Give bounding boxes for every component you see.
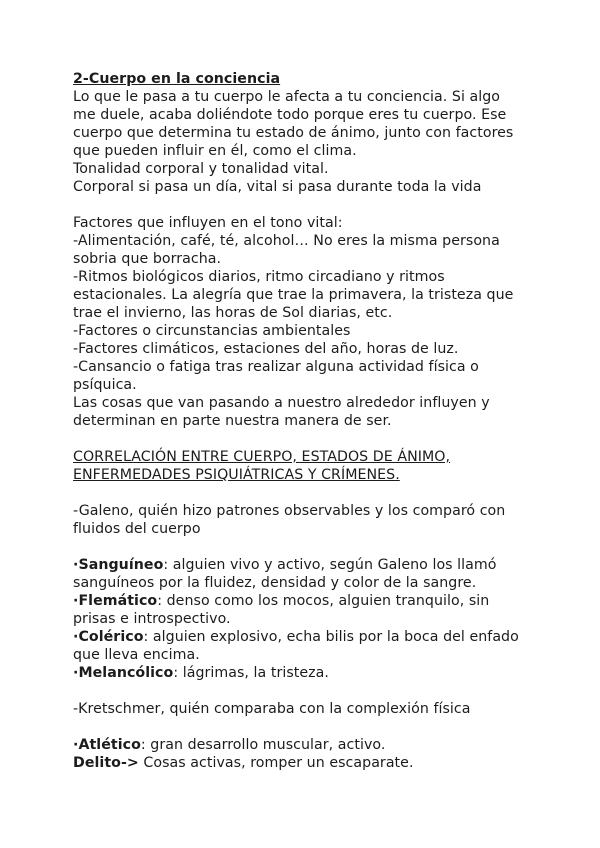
text-line: -Factores climáticos, estaciones del año, horas de luz. <box>73 341 459 357</box>
text-line: -Alimentación, café, té, alcohol… No eres la misma persona <box>73 233 500 249</box>
term-melancolico: ·Melancólico <box>73 665 174 681</box>
text-line: cuerpo que determina tu estado de ánimo, junto con factores <box>73 125 514 141</box>
list-item-sanguineo <box>73 556 543 574</box>
definition-text: : alguien vivo y activo, según Galeno los llamó <box>163 557 497 573</box>
definition-text: : denso como los mocos, alguien tranquilo, sin <box>157 593 490 609</box>
definition-text: Cosas activas, romper un escaparate. <box>138 755 414 771</box>
kretschmer-line: -Kretschmer, quién comparaba con la complexión física <box>73 701 471 717</box>
text-line: Las cosas que van pasando a nuestro alrededor influyen y <box>73 395 490 411</box>
text-line: fluidos del cuerpo <box>73 521 201 537</box>
text-line: -Cansancio o fatiga tras realizar alguna actividad física o <box>73 359 479 375</box>
galeno-paragraph <box>73 502 543 538</box>
spacer <box>73 196 543 214</box>
text-line: sanguíneos por la fluidez, densidad y color de la sangre. <box>73 575 477 591</box>
term-flematico: ·Flemático <box>73 593 158 609</box>
text-line: sobria que borracha. <box>73 251 222 267</box>
text-line: Lo que le pasa a tu cuerpo le afecta a tu conciencia. Si algo <box>73 89 501 105</box>
term-colerico: ·Colérico <box>73 629 144 645</box>
temperaments-list <box>73 556 543 682</box>
text-line: me duele, acaba doliéndote todo porque eres tu cuerpo. Ese <box>73 107 507 123</box>
spacer <box>73 484 543 502</box>
spacer <box>73 718 543 736</box>
text-line: estacionales. La alegría que trae la primavera, la tristeza que <box>73 287 514 303</box>
document-body <box>73 70 543 772</box>
text-line: -Galeno, quién hizo patrones observables y los comparó con <box>73 503 506 519</box>
list-item-flematico <box>73 592 543 610</box>
definition-text: : alguien explosivo, echa bilis por la boca del enfado <box>143 629 519 645</box>
heading-line: CORRELACIÓN ENTRE CUERPO, ESTADOS DE ÁNIMO, <box>73 449 451 465</box>
text-line: determinan en parte nuestra manera de ser. <box>73 413 392 429</box>
text-line: trae el invierno, las horas de Sol diarias, etc. <box>73 305 393 321</box>
correlation-heading <box>73 448 543 484</box>
text-line: prisas e introspectivo. <box>73 611 231 627</box>
spacer <box>73 682 543 700</box>
text-line: -Factores o circunstancias ambientales <box>73 323 351 339</box>
list-item-delito <box>73 754 543 772</box>
term-sanguineo: ·Sanguíneo <box>73 557 164 573</box>
factors-paragraph <box>73 214 543 430</box>
spacer <box>73 430 543 448</box>
list-item-atletico <box>73 736 543 754</box>
section-title: 2-Cuerpo en la conciencia <box>73 71 281 87</box>
text-line: Corporal si pasa un día, vital si pasa durante toda la vida <box>73 179 482 195</box>
text-line: -Ritmos biológicos diarios, ritmo circadiano y ritmos <box>73 269 445 285</box>
term-atletico: ·Atlético <box>73 737 141 753</box>
text-line: que lleva encima. <box>73 647 200 663</box>
definition-text: : gran desarrollo muscular, activo. <box>140 737 386 753</box>
intro-paragraph <box>73 88 543 196</box>
text-line: que pueden influir en él, como el clima. <box>73 143 357 159</box>
spacer <box>73 538 543 556</box>
definition-text: : lágrimas, la tristeza. <box>173 665 329 681</box>
text-line: Factores que influyen en el tono vital: <box>73 215 343 231</box>
text-line: Tonalidad corporal y tonalidad vital. <box>73 161 329 177</box>
heading-line: ENFERMEDADES PSIQUIÁTRICAS Y CRÍMENES. <box>73 467 400 483</box>
list-item-melancolico <box>73 664 543 682</box>
list-item-colerico <box>73 628 543 646</box>
term-delito: Delito-> <box>73 755 139 771</box>
text-line: psíquica. <box>73 377 137 393</box>
